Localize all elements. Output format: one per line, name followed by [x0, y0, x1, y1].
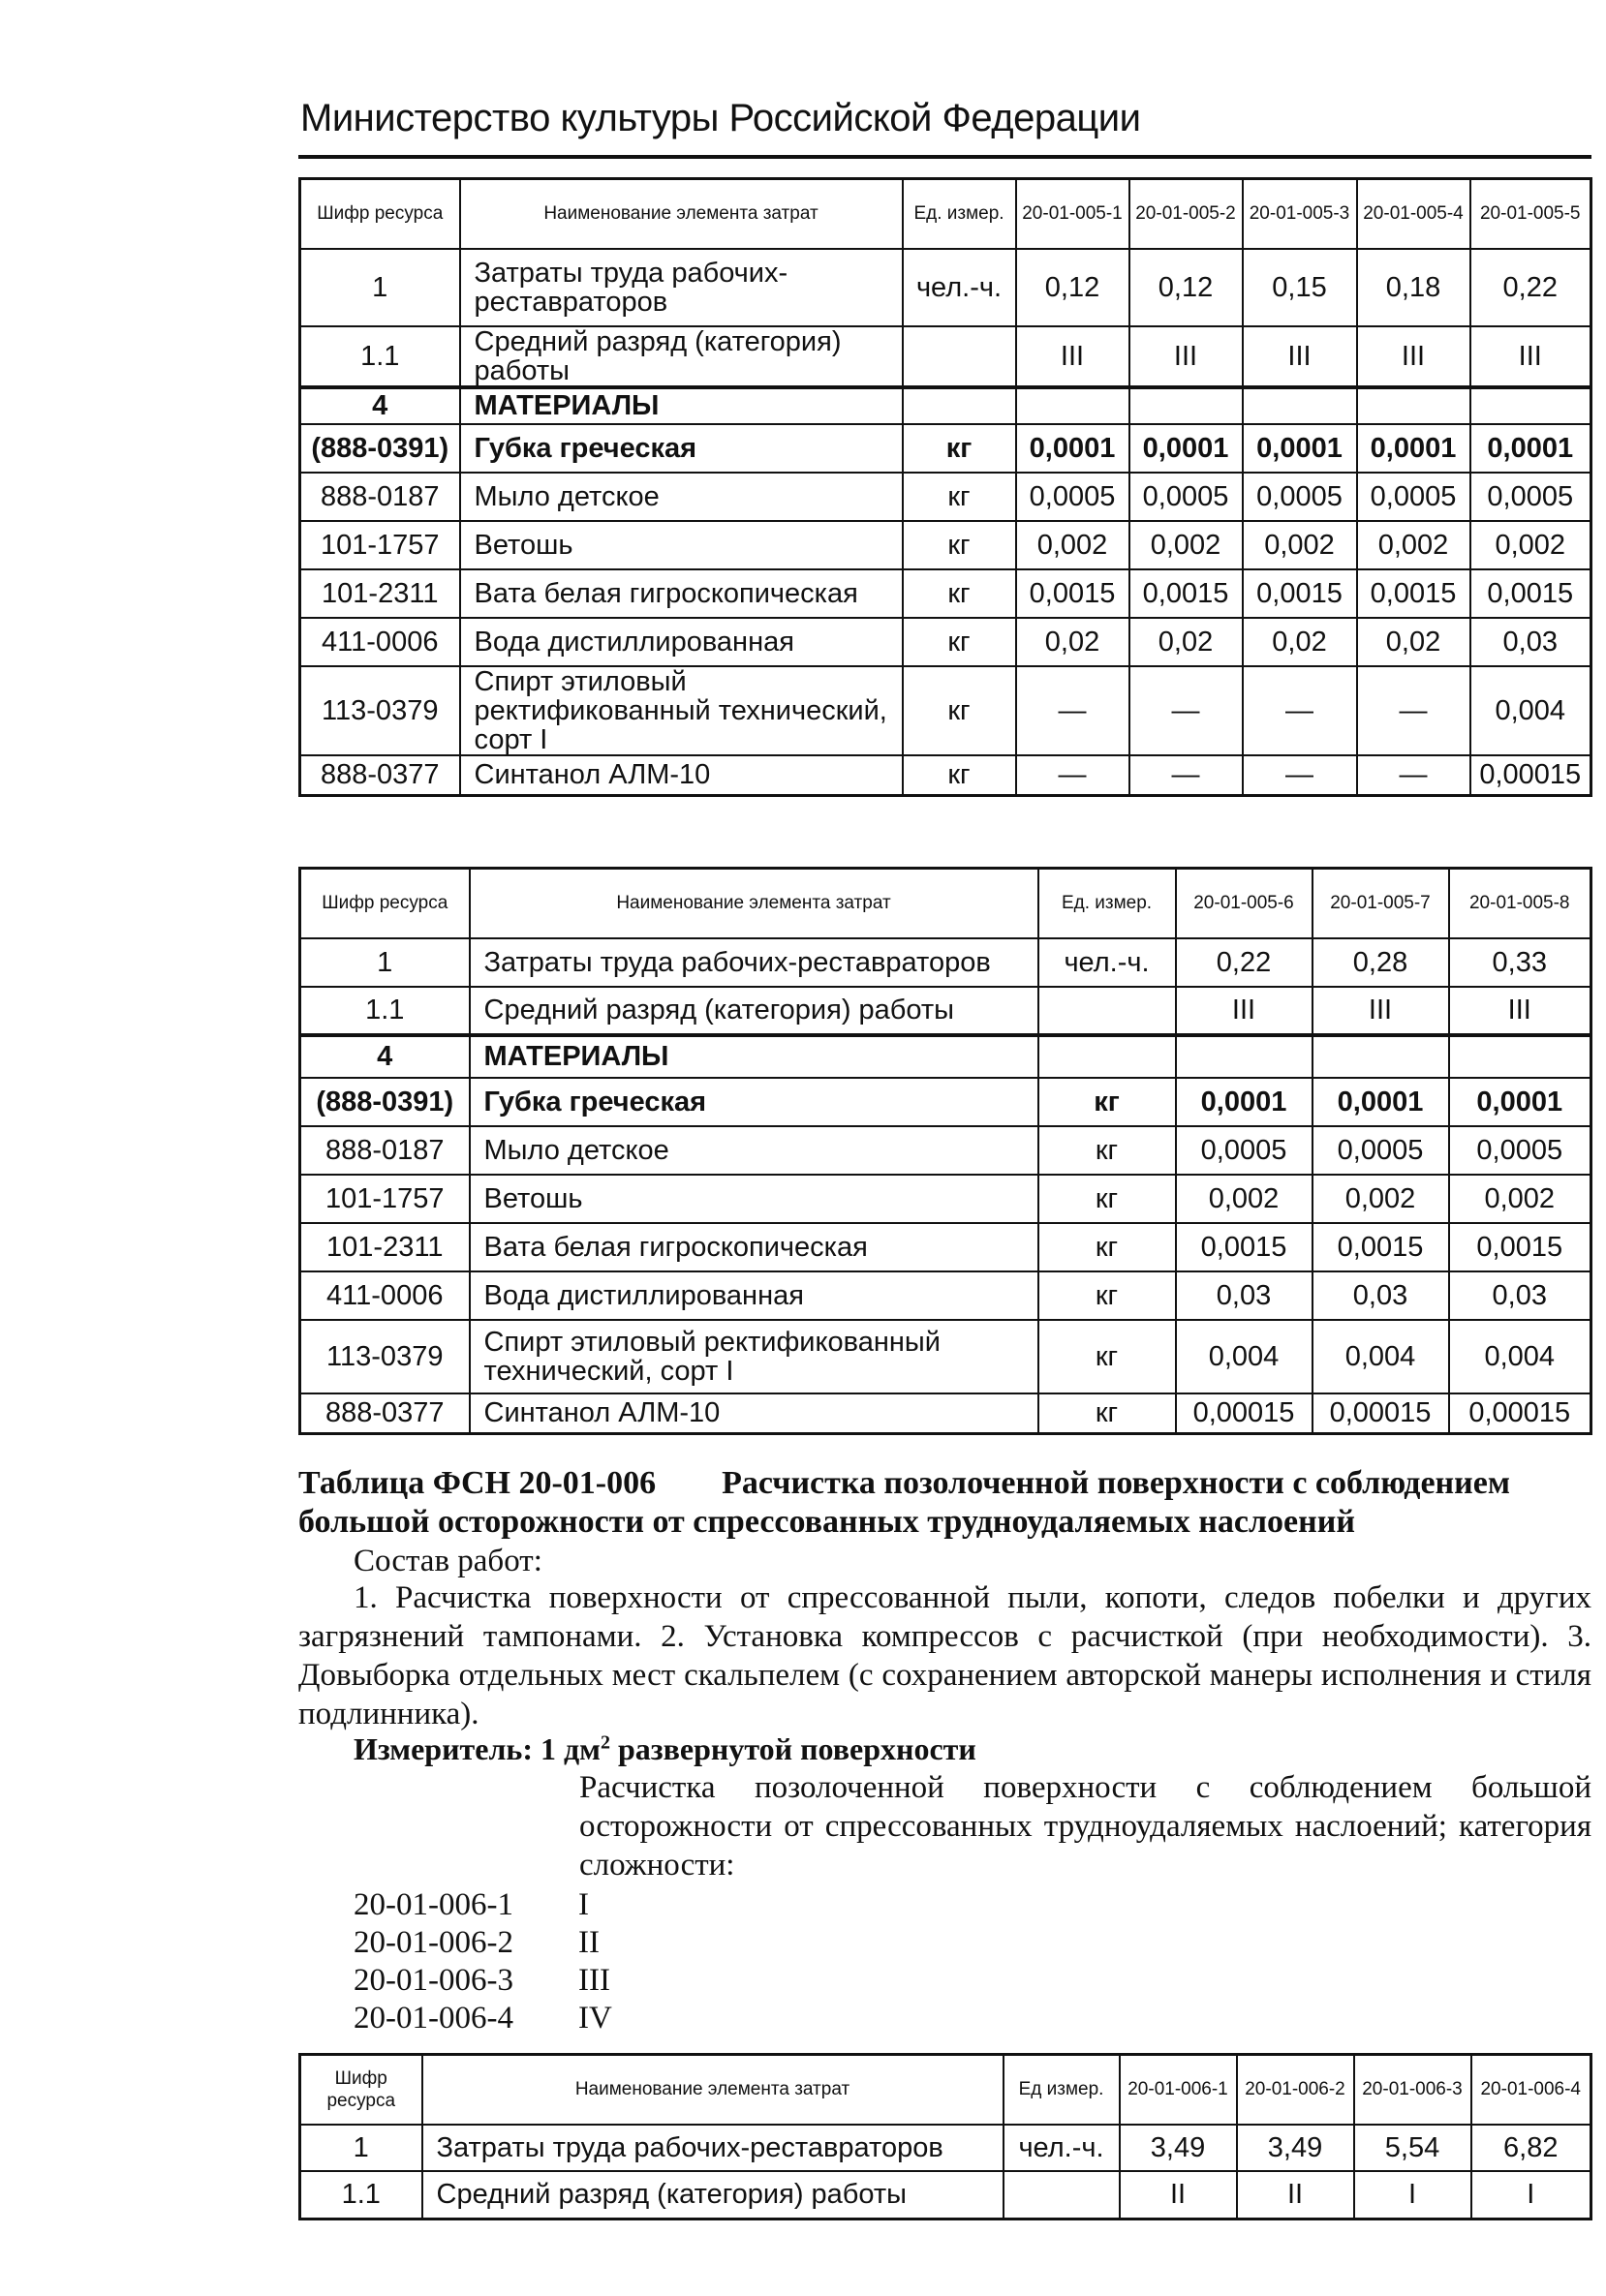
table-row	[300, 249, 1591, 326]
cell-unit	[903, 326, 1016, 387]
composition-text: 1. Расчистка поверхности от спрессованной пыли, копоти, следов побелки и других загрязнений тампонами. 2. Установка компрессов с расчисткой (при необходимости). 3. Довыборка отдельных мест скальпелем (с сохранением авторской манеры исполнения и стиля подлинника).	[298, 1580, 1591, 1731]
cell-name: МАТЕРИАЛЫ	[470, 1035, 1038, 1078]
cell-value: III	[1016, 326, 1129, 387]
cell-code: 1	[300, 2125, 422, 2171]
cell-code: 1.1	[300, 2171, 422, 2219]
cell-value: 0,00015	[1470, 755, 1591, 796]
header-col: 20-01-005-6	[1176, 869, 1313, 938]
cell-code: 4	[300, 387, 460, 424]
header-col: 20-01-005-8	[1449, 869, 1591, 938]
resource-table-006	[298, 2053, 1592, 2220]
table-row	[300, 424, 1591, 473]
description-text: Расчистка позолоченной поверхности с соблюдением большой осторожности от спрессованных трудноудаляемых наслоений; категория сложности:	[579, 1770, 1591, 1883]
cell-value: 0,02	[1129, 618, 1243, 666]
cell-name: Губка греческая	[460, 424, 903, 473]
cell-value: 0,02	[1357, 618, 1470, 666]
cell-value	[1449, 1035, 1591, 1078]
cell-value: 0,0001	[1313, 1078, 1449, 1126]
header-unit: Ед измер.	[1004, 2055, 1120, 2125]
cell-value: II	[1120, 2171, 1237, 2219]
cell-unit: кг	[903, 473, 1016, 521]
cell-unit: кг	[903, 666, 1016, 755]
cell-code: 1.1	[300, 987, 470, 1035]
cell-code: 101-2311	[300, 1223, 470, 1271]
cell-code: 113-0379	[300, 666, 460, 755]
category-item	[354, 1962, 612, 2000]
header-divider	[298, 155, 1591, 159]
cell-value: 0,0015	[1470, 569, 1591, 618]
cell-value: I	[1471, 2171, 1591, 2219]
cell-value: III	[1176, 987, 1313, 1035]
header-code: Шифр ресурса	[300, 869, 470, 938]
header-col: 20-01-005-4	[1357, 179, 1470, 249]
category-item	[354, 2000, 612, 2037]
cell-name: Мыло детское	[470, 1126, 1038, 1175]
category-code: 20-01-006-3	[354, 1963, 513, 1998]
cell-value: 0,0005	[1449, 1126, 1591, 1175]
category-level: I	[578, 1887, 589, 1922]
cell-name: Мыло детское	[460, 473, 903, 521]
cell-value: 0,03	[1470, 618, 1591, 666]
cell-code: 888-0377	[300, 755, 460, 796]
cell-unit: чел.-ч.	[1004, 2125, 1120, 2171]
header-col: 20-01-006-2	[1237, 2055, 1354, 2125]
category-item	[354, 1886, 612, 1924]
cell-unit: кг	[1038, 1126, 1176, 1175]
cell-code: 1	[300, 938, 470, 987]
category-code: 20-01-006-2	[354, 1925, 513, 1960]
cell-name: Затраты труда рабочих-реставраторов	[470, 938, 1038, 987]
cell-name: Губка греческая	[470, 1078, 1038, 1126]
cell-code: 4	[300, 1035, 470, 1078]
header-col: 20-01-005-7	[1313, 869, 1449, 938]
table-row	[300, 618, 1591, 666]
cell-value: 0,03	[1176, 1271, 1313, 1320]
cell-name: МАТЕРИАЛЫ	[460, 387, 903, 424]
cell-value: 0,0001	[1449, 1078, 1591, 1126]
cell-unit	[1038, 1035, 1176, 1078]
cell-value: III	[1243, 326, 1357, 387]
cell-code: (888-0391)	[300, 1078, 470, 1126]
cell-value: 0,002	[1243, 521, 1357, 569]
cell-value: —	[1129, 666, 1243, 755]
table-row	[300, 473, 1591, 521]
cell-value: —	[1243, 755, 1357, 796]
header-col: 20-01-005-2	[1129, 179, 1243, 249]
category-item	[354, 1924, 612, 1962]
header-row	[300, 179, 1591, 249]
cell-value: 0,0005	[1357, 473, 1470, 521]
header-row	[300, 869, 1591, 938]
cell-name: Затраты труда рабочих-реставраторов	[460, 249, 903, 326]
cell-name: Средний разряд (категория) работы	[460, 326, 903, 387]
cell-code: 1.1	[300, 326, 460, 387]
cell-value: 0,002	[1129, 521, 1243, 569]
cell-code: 1	[300, 249, 460, 326]
cell-value: III	[1313, 987, 1449, 1035]
cell-name: Спирт этиловый ректификованный технический, сорт I	[460, 666, 903, 755]
section-title-text: Расчистка позолоченной поверхности с соблюдением большой осторожности от спрессованных трудноудаляемых наслоений	[298, 1465, 1510, 1540]
cell-code: 888-0377	[300, 1393, 470, 1434]
cell-value: III	[1129, 326, 1243, 387]
table-row	[300, 1223, 1591, 1271]
cell-value: 0,0001	[1176, 1078, 1313, 1126]
cell-value: III	[1357, 326, 1470, 387]
cell-value: I	[1354, 2171, 1471, 2219]
cell-name: Средний разряд (категория) работы	[422, 2171, 1004, 2219]
cell-unit: кг	[903, 618, 1016, 666]
cell-value: 0,00015	[1449, 1393, 1591, 1434]
cell-name: Синтанол АЛМ-10	[470, 1393, 1038, 1434]
cell-value: 0,0001	[1243, 424, 1357, 473]
cell-value: 0,0005	[1176, 1126, 1313, 1175]
header-code: Шифр ресурса	[300, 179, 460, 249]
cell-value: 0,002	[1470, 521, 1591, 569]
section-title	[298, 1464, 1591, 1542]
cell-name: Средний разряд (категория) работы	[470, 987, 1038, 1035]
table-row	[300, 1320, 1591, 1393]
cell-value: 0,0015	[1016, 569, 1129, 618]
page-header-title: Министерство культуры Российской Федерации	[300, 97, 1141, 139]
measure-sup: 2	[600, 1731, 610, 1754]
cell-unit: кг	[903, 521, 1016, 569]
cell-unit: кг	[1038, 1175, 1176, 1223]
cell-value: —	[1016, 666, 1129, 755]
cell-value: 0,0005	[1016, 473, 1129, 521]
cell-value: 0,0001	[1357, 424, 1470, 473]
cell-value: II	[1237, 2171, 1354, 2219]
cell-value: 0,002	[1357, 521, 1470, 569]
cell-code: 101-1757	[300, 1175, 470, 1223]
table-row	[300, 938, 1591, 987]
cell-unit	[1004, 2171, 1120, 2219]
cell-value: 0,0001	[1129, 424, 1243, 473]
cell-value: III	[1449, 987, 1591, 1035]
cell-name: Вата белая гигроскопическая	[470, 1223, 1038, 1271]
cell-unit: кг	[1038, 1078, 1176, 1126]
cell-value: —	[1243, 666, 1357, 755]
table-row	[300, 755, 1591, 796]
cell-value: 5,54	[1354, 2125, 1471, 2171]
cell-unit: кг	[1038, 1320, 1176, 1393]
cell-code: 888-0187	[300, 1126, 470, 1175]
cell-value: 0,0005	[1243, 473, 1357, 521]
cell-value: 0,002	[1449, 1175, 1591, 1223]
cell-value: 0,00015	[1313, 1393, 1449, 1434]
cell-value: 0,18	[1357, 249, 1470, 326]
cell-name: Ветошь	[460, 521, 903, 569]
cell-value: 0,0015	[1449, 1223, 1591, 1271]
header-col: 20-01-005-1	[1016, 179, 1129, 249]
category-code: 20-01-006-1	[354, 1887, 513, 1922]
cell-name: Спирт этиловый ректификованный технический, сорт I	[470, 1320, 1038, 1393]
cell-unit: кг	[1038, 1223, 1176, 1271]
table-row	[300, 987, 1591, 1035]
cell-unit: чел.-ч.	[1038, 938, 1176, 987]
cell-value: 0,12	[1016, 249, 1129, 326]
header-col: 20-01-006-3	[1354, 2055, 1471, 2125]
table-row	[300, 1035, 1591, 1078]
cell-unit: кг	[1038, 1271, 1176, 1320]
measure-label: Измеритель: 1 дм	[354, 1731, 601, 1766]
table-row	[300, 1126, 1591, 1175]
cell-value: 0,0001	[1470, 424, 1591, 473]
cell-code: 888-0187	[300, 473, 460, 521]
table-row	[300, 1271, 1591, 1320]
header-name: Наименование элемента затрат	[470, 869, 1038, 938]
cell-value: 0,02	[1016, 618, 1129, 666]
header-name: Наименование элемента затрат	[460, 179, 903, 249]
table-row	[300, 326, 1591, 387]
cell-value: 0,33	[1449, 938, 1591, 987]
cell-value: 0,03	[1313, 1271, 1449, 1320]
resource-table-005-6-8	[298, 867, 1592, 1435]
header-col: 20-01-005-3	[1243, 179, 1357, 249]
table-row	[300, 666, 1591, 755]
table-row	[300, 569, 1591, 618]
cell-value: —	[1357, 755, 1470, 796]
resource-table-005-1-5	[298, 177, 1592, 797]
cell-name: Вода дистиллированная	[470, 1271, 1038, 1320]
cell-value	[1129, 387, 1243, 424]
category-level: II	[578, 1925, 600, 1960]
cell-value	[1470, 387, 1591, 424]
cell-code: 101-2311	[300, 569, 460, 618]
header-code: Шифр ресурса	[300, 2055, 422, 2125]
cell-value: 0,15	[1243, 249, 1357, 326]
cell-unit: чел.-ч.	[903, 249, 1016, 326]
table-row	[300, 521, 1591, 569]
cell-value	[1357, 387, 1470, 424]
cell-unit: кг	[903, 755, 1016, 796]
measure-line	[354, 1731, 976, 1767]
header-name: Наименование элемента затрат	[422, 2055, 1004, 2125]
cell-unit: кг	[903, 424, 1016, 473]
cell-code: 113-0379	[300, 1320, 470, 1393]
cell-value: 0,002	[1176, 1175, 1313, 1223]
cell-value: 0,22	[1470, 249, 1591, 326]
cell-value: —	[1016, 755, 1129, 796]
cell-value: 0,28	[1313, 938, 1449, 987]
cell-value: 0,0001	[1016, 424, 1129, 473]
cell-value	[1313, 1035, 1449, 1078]
cell-value: 3,49	[1120, 2125, 1237, 2171]
cell-value: III	[1470, 326, 1591, 387]
cell-value: 0,0015	[1243, 569, 1357, 618]
header-col: 20-01-006-1	[1120, 2055, 1237, 2125]
cell-value	[1016, 387, 1129, 424]
category-level: IV	[578, 2001, 612, 2036]
table-row	[300, 1175, 1591, 1223]
cell-value: 0,0015	[1129, 569, 1243, 618]
cell-value: 0,004	[1449, 1320, 1591, 1393]
cell-value: 0,004	[1176, 1320, 1313, 1393]
category-level: III	[578, 1963, 610, 1998]
cell-value: 0,002	[1313, 1175, 1449, 1223]
header-row	[300, 2055, 1591, 2125]
cell-value: 6,82	[1471, 2125, 1591, 2171]
cell-unit	[1038, 987, 1176, 1035]
cell-code: 411-0006	[300, 618, 460, 666]
cell-value: 0,0015	[1357, 569, 1470, 618]
cell-value	[1176, 1035, 1313, 1078]
header-col: 20-01-005-5	[1470, 179, 1591, 249]
cell-name: Синтанол АЛМ-10	[460, 755, 903, 796]
composition-label: Состав работ:	[354, 1544, 542, 1578]
cell-value: 0,22	[1176, 938, 1313, 987]
cell-value: 0,12	[1129, 249, 1243, 326]
cell-value: 3,49	[1237, 2125, 1354, 2171]
table-row	[300, 387, 1591, 424]
cell-name: Вода дистиллированная	[460, 618, 903, 666]
cell-value: 0,0005	[1129, 473, 1243, 521]
table-row	[300, 2171, 1591, 2219]
cell-value: 0,004	[1470, 666, 1591, 755]
cell-value: 0,03	[1449, 1271, 1591, 1320]
cell-unit: кг	[1038, 1393, 1176, 1434]
cell-value: 0,0005	[1313, 1126, 1449, 1175]
cell-code: 101-1757	[300, 521, 460, 569]
header-col: 20-01-006-4	[1471, 2055, 1591, 2125]
cell-value: 0,0015	[1176, 1223, 1313, 1271]
cell-value: 0,0015	[1313, 1223, 1449, 1271]
header-unit: Ед. измер.	[1038, 869, 1176, 938]
cell-value	[1243, 387, 1357, 424]
cell-unit: кг	[903, 569, 1016, 618]
section-title-code: Таблица ФСН 20-01-006	[298, 1465, 657, 1501]
measure-text: развернутой поверхности	[609, 1731, 976, 1766]
table-row	[300, 2125, 1591, 2171]
table-row	[300, 1393, 1591, 1434]
cell-value: 0,002	[1016, 521, 1129, 569]
category-code: 20-01-006-4	[354, 2001, 513, 2036]
cell-code: (888-0391)	[300, 424, 460, 473]
cell-value: 0,00015	[1176, 1393, 1313, 1434]
cell-value: 0,0005	[1470, 473, 1591, 521]
cell-value: —	[1129, 755, 1243, 796]
cell-value: 0,004	[1313, 1320, 1449, 1393]
cell-value: —	[1357, 666, 1470, 755]
cell-name: Ветошь	[470, 1175, 1038, 1223]
header-unit: Ед. измер.	[903, 179, 1016, 249]
cell-name: Вата белая гигроскопическая	[460, 569, 903, 618]
cell-name: Затраты труда рабочих-реставраторов	[422, 2125, 1004, 2171]
cell-value: 0,02	[1243, 618, 1357, 666]
category-list	[354, 1886, 612, 2037]
table-row	[300, 1078, 1591, 1126]
cell-code: 411-0006	[300, 1271, 470, 1320]
cell-unit	[903, 387, 1016, 424]
